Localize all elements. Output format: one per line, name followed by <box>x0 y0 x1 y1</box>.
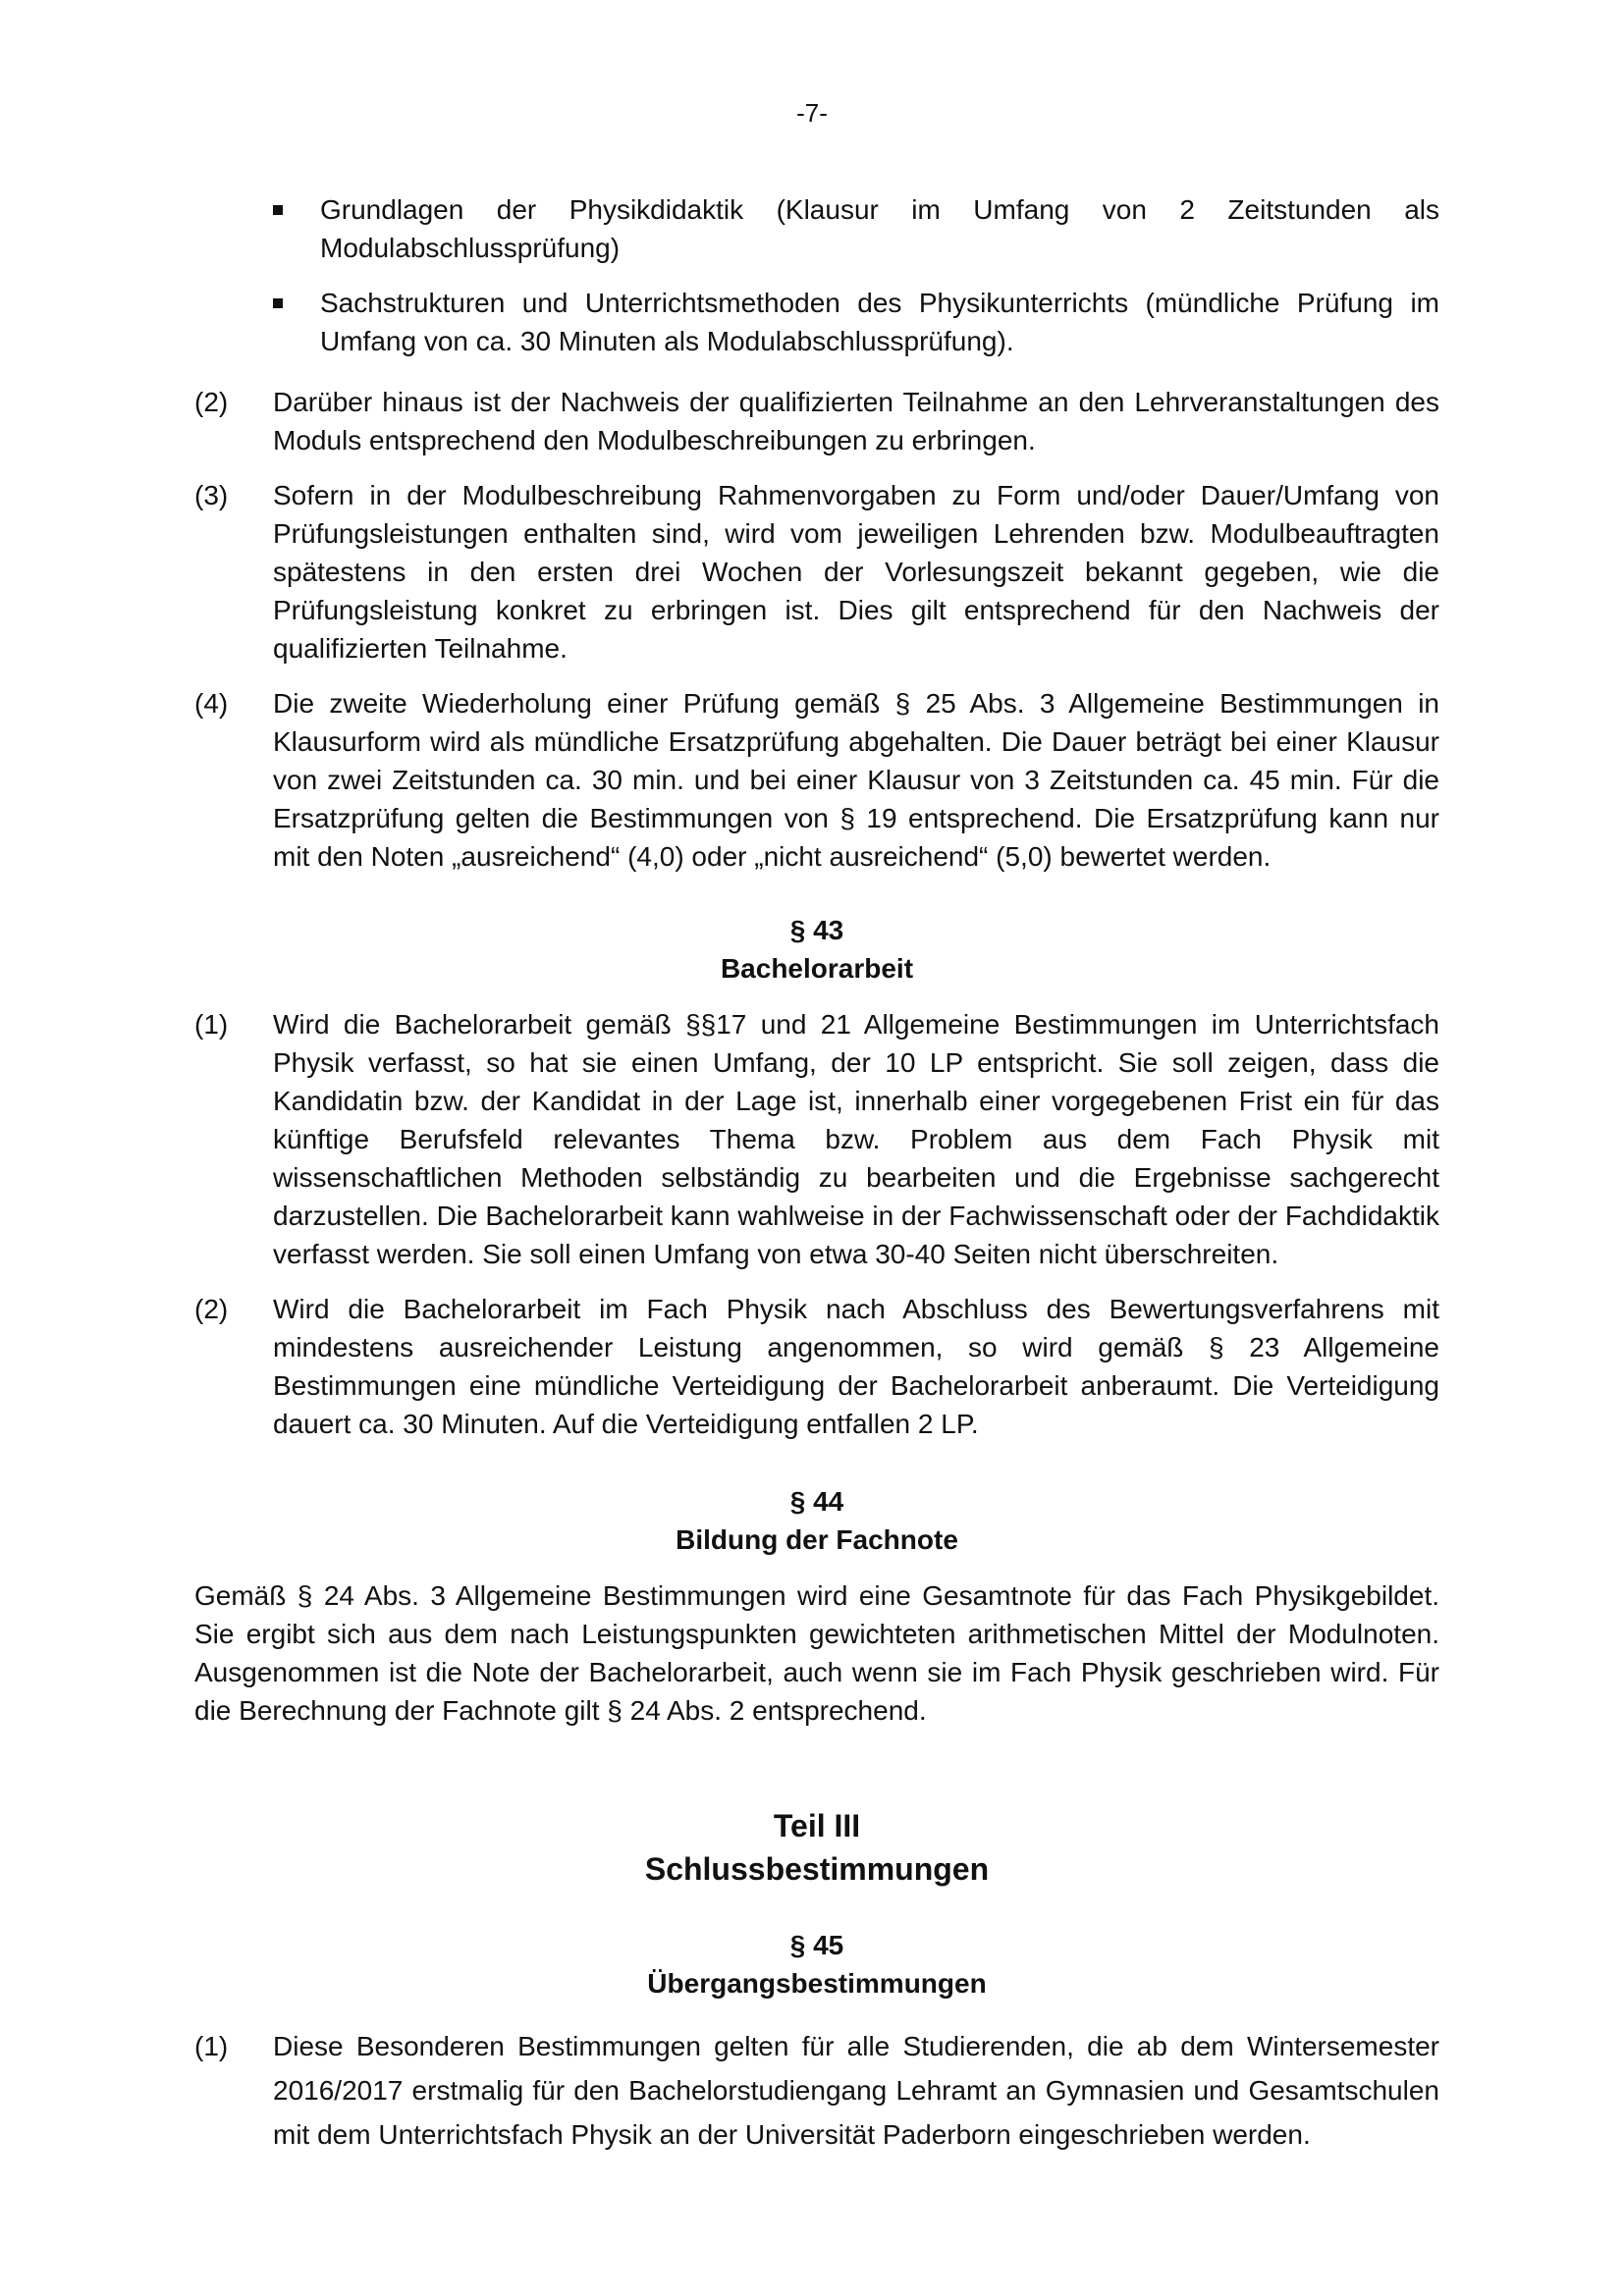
part-3-heading <box>194 1804 1439 1891</box>
numbered-paragraph <box>194 684 1439 876</box>
paragraph-text: Diese Besonderen Bestimmungen gelten für alle Studierenden, die ab dem Wintersemester 2016/2017 erstmalig für den Bachelorstudiengang Lehramt an Gymnasien und Gesamtschulen mit dem Unterrichtsfach Physik an der Universität Paderborn eingeschrieben werden. <box>273 2031 1439 2150</box>
part-number: Teil III <box>773 1808 861 1843</box>
paragraph-number: (2) <box>194 1294 229 1324</box>
paragraph-text: Darüber hinaus ist der Nachweis der qualifizierten Teilnahme an den Lehrveranstaltungen des Moduls entsprechend den Modulbeschreibungen zu erbringen. <box>273 387 1439 455</box>
section-title: Bildung der Fachnote <box>676 1524 958 1555</box>
section-number: § 43 <box>789 915 844 945</box>
section-44 <box>194 1482 1439 1559</box>
section-45 <box>194 1926 1439 2002</box>
paragraph-number: (2) <box>194 387 229 417</box>
section-title: Übergangsbestimmungen <box>647 1968 987 1999</box>
bullet-square-icon <box>273 205 283 215</box>
section45-paragraphs <box>194 2024 1439 2173</box>
paragraph-number: (1) <box>194 2031 229 2061</box>
paragraph-text: Sofern in der Modulbeschreibung Rahmenvorgaben zu Form und/oder Dauer/Umfang von Prüfungsleistungen enthalten sind, wird vom jeweiligen Lehrenden bzw. Modulbeauftragten spätestens in den ersten drei Wochen der Vorlesungszeit bekannt gegeben, wie die Prüfungsleistung konkret zu erbringen ist. Dies gilt entsprechend für den Nachweis der qualifizierten Teilnahme. <box>273 480 1439 664</box>
paragraph-text: Wird die Bachelorarbeit im Fach Physik nach Abschluss des Bewertungsverfahrens mit mindestens ausreichender Leistung angenommen, so wird gemäß § 23 Allgemeine Bestimmungen eine mündliche Verteidigung der Bachelorarbeit anberaumt. Die Verteidigung dauert ca. 30 Minuten. Auf die Verteidigung entfallen 2 LP. <box>273 1294 1439 1439</box>
list-item <box>271 190 1439 267</box>
exam-bullet-list <box>271 190 1439 377</box>
section-number: § 44 <box>789 1486 844 1517</box>
paragraph-text: Die zweite Wiederholung einer Prüfung gemäß § 25 Abs. 3 Allgemeine Bestimmungen in Klausurform wird als mündliche Ersatzprüfung abgehalten. Die Dauer beträgt bei einer Klausur von zwei Zeitstunden ca. 30 min. und bei einer Klausur von 3 Zeitstunden ca. 45 min. Für die Ersatzprüfung gelten die Bestimmungen von § 19 entsprechend. Die Ersatzprüfung kann nur mit den Noten „ausreichend“ (4,0) oder „nicht ausreichend“ (5,0) bewertet werden. <box>273 688 1439 872</box>
section-number: § 45 <box>789 1930 844 1960</box>
bullet-square-icon <box>273 298 283 308</box>
section42-paragraphs <box>194 383 1439 892</box>
section-43 <box>194 911 1439 988</box>
paragraph-number: (1) <box>194 1009 229 1040</box>
section43-paragraphs <box>194 1005 1439 1460</box>
page-number: -7- <box>796 98 828 128</box>
part-title: Schlussbestimmungen <box>644 1851 990 1887</box>
bullet-text: Grundlagen der Physikdidaktik (Klausur im Umfang von 2 Zeitstunden als Modulabschlussprüfung) <box>320 194 1439 263</box>
numbered-paragraph <box>194 383 1439 459</box>
numbered-paragraph <box>194 1005 1439 1273</box>
bullet-text: Sachstrukturen und Unterrichtsmethoden des Physikunterrichts (mündliche Prüfung im Umfang von ca. 30 Minuten als Modulabschlussprüfung). <box>320 288 1439 356</box>
numbered-paragraph <box>194 1290 1439 1443</box>
paragraph-text: Wird die Bachelorarbeit gemäß §§17 und 21 Allgemeine Bestimmungen im Unterrichtsfach Physik verfasst, so hat sie einen Umfang, der 10 LP entspricht. Sie soll zeigen, dass die Kandidatin bzw. der Kandidat in der Lage ist, innerhalb einer vorgegebenen Frist ein für das künftige Berufsfeld relevantes Thema bzw. Problem aus dem Fach Physik mit wissenschaftlichen Methoden selbständig zu bearbeiten und die Ergebnisse sachgerecht darzustellen. Die Bachelorarbeit kann wahlweise in der Fachwissenschaft oder der Fachdidaktik verfasst werden. Sie soll einen Umfang von etwa 30-40 Seiten nicht überschreiten. <box>273 1009 1439 1269</box>
paragraph-number: (4) <box>194 688 229 719</box>
paragraph-number: (3) <box>194 480 229 510</box>
numbered-paragraph <box>194 2024 1439 2157</box>
section-title: Bachelorarbeit <box>720 953 914 984</box>
section44-text: Gemäß § 24 Abs. 3 Allgemeine Bestimmungen wird eine Gesamtnote für das Fach Physikgebildet. Sie ergibt sich aus dem nach Leistungspunkten gewichteten arithmetischen Mittel der Modulnoten. Ausgenommen ist die Note der Bachelorarbeit, auch wenn sie im Fach Physik geschrieben wird. Für die Berechnung der Fachnote gilt § 24 Abs. 2 entsprechend. <box>194 1580 1439 1726</box>
list-item <box>271 284 1439 360</box>
numbered-paragraph <box>194 476 1439 667</box>
